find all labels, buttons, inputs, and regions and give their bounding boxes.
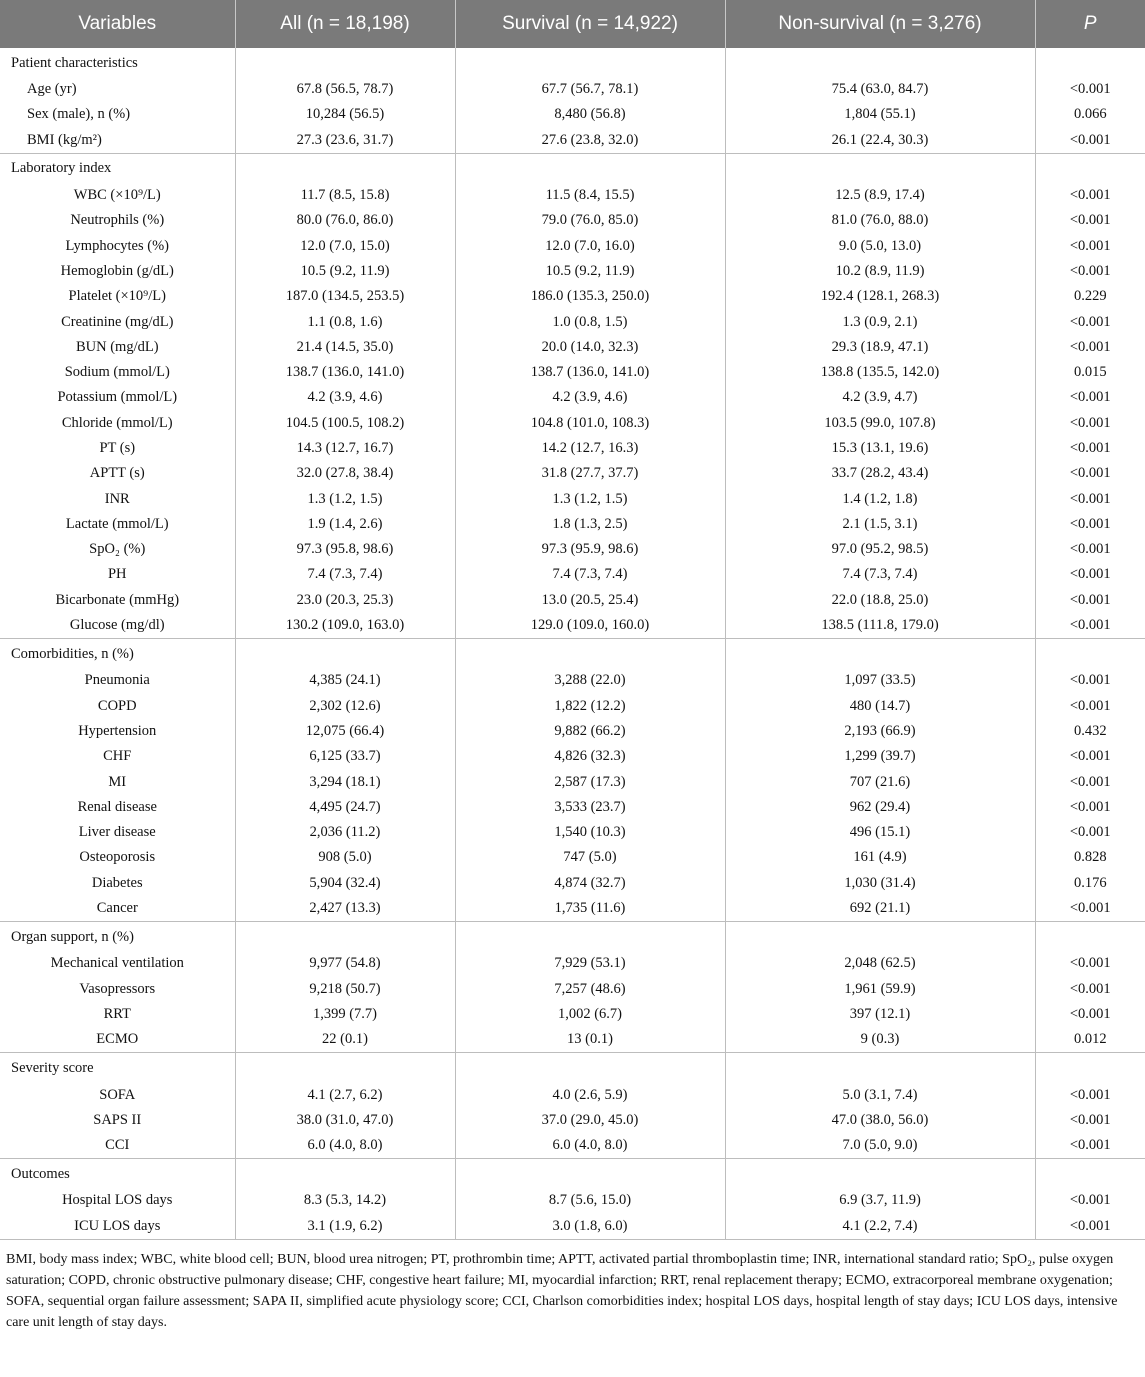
- cell-all: 4,495 (24.7): [235, 795, 455, 820]
- table-row: [0, 335, 1145, 360]
- cell-variable: Age (yr): [27, 81, 77, 98]
- cell-p: <0.001: [1035, 233, 1145, 258]
- cell-survival: 8,480 (56.8): [455, 102, 725, 127]
- cell-p: <0.001: [1035, 769, 1145, 794]
- table-row: [0, 128, 1145, 154]
- cell-all: 4,385 (24.1): [235, 668, 455, 693]
- cell-variable: Platelet (×10⁹/L): [68, 288, 166, 305]
- section-empty-cell: [1035, 1159, 1145, 1189]
- cell-all: 138.7 (136.0, 141.0): [235, 360, 455, 385]
- section-empty-cell: [725, 922, 1035, 952]
- cell-all: 3.1 (1.9, 6.2): [235, 1214, 455, 1240]
- cell-p: 0.012: [1035, 1027, 1145, 1053]
- cell-survival: 20.0 (14.0, 32.3): [455, 335, 725, 360]
- cell-survival: 747 (5.0): [455, 845, 725, 870]
- table-row: [0, 668, 1145, 693]
- section-title: Severity score: [0, 1053, 235, 1083]
- cell-nonsurvival: 2,048 (62.5): [725, 951, 1035, 976]
- cell-variable: Neutrophils (%): [70, 212, 165, 229]
- table-row: [0, 309, 1145, 334]
- cell-p: <0.001: [1035, 1002, 1145, 1027]
- header-survival: Survival (n = 14,922): [455, 0, 725, 48]
- cell-nonsurvival: 1,097 (33.5): [725, 668, 1035, 693]
- section-header-row: [0, 1159, 1145, 1189]
- cell-survival: 1,002 (6.7): [455, 1002, 725, 1027]
- cell-variable: Liver disease: [78, 824, 156, 841]
- cell-p: 0.176: [1035, 871, 1145, 896]
- cell-nonsurvival: 10.2 (8.9, 11.9): [725, 259, 1035, 284]
- section-title: Patient characteristics: [11, 54, 138, 71]
- cell-nonsurvival: 2,193 (66.9): [725, 719, 1035, 744]
- cell-all: 104.5 (100.5, 108.2): [235, 411, 455, 436]
- cell-survival: 13 (0.1): [455, 1027, 725, 1053]
- cell-p: <0.001: [1035, 951, 1145, 976]
- cell-variable: Osteoporosis: [79, 849, 156, 866]
- cell-all: 12.0 (7.0, 15.0): [235, 233, 455, 258]
- cell-variable: CCI: [105, 1137, 130, 1154]
- cell-p: <0.001: [1035, 259, 1145, 284]
- section-empty-cell: [1035, 48, 1145, 77]
- cell-nonsurvival: 4.1 (2.2, 7.4): [725, 1214, 1035, 1240]
- cell-nonsurvival: 5.0 (3.1, 7.4): [725, 1082, 1035, 1107]
- table-row: [0, 795, 1145, 820]
- cell-survival: 7,929 (53.1): [455, 951, 725, 976]
- cell-survival: 27.6 (23.8, 32.0): [455, 128, 725, 154]
- cell-variable: COPD: [97, 697, 137, 714]
- cell-variable: SOFA: [99, 1086, 136, 1103]
- cell-survival: 4,826 (32.3): [455, 744, 725, 769]
- cell-nonsurvival: 692 (21.1): [725, 896, 1035, 922]
- cell-survival: 9,882 (66.2): [455, 719, 725, 744]
- cell-p: <0.001: [1035, 613, 1145, 639]
- cell-p: <0.001: [1035, 436, 1145, 461]
- cell-nonsurvival: 81.0 (76.0, 88.0): [725, 208, 1035, 233]
- cell-survival: 4.0 (2.6, 5.9): [455, 1082, 725, 1107]
- table-row: [0, 845, 1145, 870]
- cell-all: 1.1 (0.8, 1.6): [235, 309, 455, 334]
- cell-variable: ICU LOS days: [0, 1214, 235, 1240]
- cell-nonsurvival: 29.3 (18.9, 47.1): [725, 335, 1035, 360]
- cell-survival: 3,533 (23.7): [455, 795, 725, 820]
- cell-nonsurvival: 707 (21.6): [725, 769, 1035, 794]
- table-row: [0, 977, 1145, 1002]
- cell-variable: SAPS II: [93, 1111, 142, 1128]
- cell-variable: Cancer: [96, 900, 138, 917]
- cell-all: 38.0 (31.0, 47.0): [235, 1108, 455, 1133]
- cell-p: <0.001: [1035, 411, 1145, 436]
- cell-all: 187.0 (134.5, 253.5): [235, 284, 455, 309]
- section-empty-cell: [1035, 922, 1145, 952]
- cell-all: 8.3 (5.3, 14.2): [235, 1188, 455, 1213]
- cell-p: <0.001: [1035, 694, 1145, 719]
- cell-survival: 129.0 (109.0, 160.0): [455, 613, 725, 639]
- cell-p: <0.001: [1035, 77, 1145, 102]
- cell-survival: 8.7 (5.6, 15.0): [455, 1188, 725, 1213]
- header-variables: Variables: [78, 13, 157, 34]
- cell-all: 23.0 (20.3, 25.3): [235, 588, 455, 613]
- cell-survival: 11.5 (8.4, 15.5): [455, 183, 725, 208]
- table-row: [0, 436, 1145, 461]
- cell-nonsurvival: 47.0 (38.0, 56.0): [725, 1108, 1035, 1133]
- cell-survival: 6.0 (4.0, 8.0): [455, 1133, 725, 1159]
- table-row: [0, 512, 1145, 537]
- cell-p: <0.001: [1035, 486, 1145, 511]
- section-header-row: [0, 639, 1145, 669]
- cell-all: 10.5 (9.2, 11.9): [235, 259, 455, 284]
- cell-variable: Vasopressors: [79, 980, 156, 997]
- cell-all: 12,075 (66.4): [235, 719, 455, 744]
- section-header-row: [0, 922, 1145, 952]
- section-empty-cell: [235, 922, 455, 952]
- table-row: [0, 562, 1145, 587]
- cell-nonsurvival: 103.5 (99.0, 107.8): [725, 411, 1035, 436]
- table-row: [0, 461, 1145, 486]
- cell-p: <0.001: [1035, 588, 1145, 613]
- cell-all: 2,427 (13.3): [235, 896, 455, 922]
- cell-all: 908 (5.0): [235, 845, 455, 870]
- cell-p: <0.001: [1035, 896, 1145, 922]
- cell-nonsurvival: 1,299 (39.7): [725, 744, 1035, 769]
- section-empty-cell: [235, 1053, 455, 1083]
- cell-variable: SpO₂ (%): [89, 541, 146, 558]
- cell-survival: 1.0 (0.8, 1.5): [455, 309, 725, 334]
- cell-nonsurvival: 1.4 (1.2, 1.8): [725, 486, 1035, 511]
- section-empty-cell: [1035, 153, 1145, 183]
- cell-variable: Bicarbonate (mmHg): [55, 591, 180, 608]
- cell-variable: Sodium (mmol/L): [64, 364, 170, 381]
- table-row: [0, 537, 1145, 562]
- cell-p: <0.001: [1035, 820, 1145, 845]
- cell-all: 2,036 (11.2): [235, 820, 455, 845]
- cell-p: <0.001: [1035, 128, 1145, 154]
- cell-nonsurvival: 4.2 (3.9, 4.7): [725, 385, 1035, 410]
- cell-all: 14.3 (12.7, 16.7): [235, 436, 455, 461]
- section-header-row: [0, 153, 1145, 183]
- cell-nonsurvival: 9 (0.3): [725, 1027, 1035, 1053]
- cell-variable: INR: [104, 490, 130, 507]
- cell-variable: Mechanical ventilation: [50, 955, 184, 972]
- section-empty-cell: [725, 153, 1035, 183]
- cell-all: 80.0 (76.0, 86.0): [235, 208, 455, 233]
- table-row: [0, 411, 1145, 436]
- cell-nonsurvival: 12.5 (8.9, 17.4): [725, 183, 1035, 208]
- section-title: Laboratory index: [0, 153, 235, 183]
- cell-p: 0.015: [1035, 360, 1145, 385]
- cell-all: 27.3 (23.6, 31.7): [235, 128, 455, 154]
- section-empty-cell: [235, 639, 455, 669]
- section-empty-cell: [725, 48, 1035, 77]
- cell-p: <0.001: [1035, 744, 1145, 769]
- cell-survival: 7.4 (7.3, 7.4): [455, 562, 725, 587]
- cell-variable: BMI (kg/m²): [27, 131, 102, 148]
- cell-variable: Diabetes: [91, 874, 143, 891]
- cell-survival: 67.7 (56.7, 78.1): [455, 77, 725, 102]
- cell-all: 1,399 (7.7): [235, 1002, 455, 1027]
- cell-p: <0.001: [1035, 385, 1145, 410]
- cell-p: 0.229: [1035, 284, 1145, 309]
- cell-variable: PT (s): [99, 440, 136, 456]
- cell-variable: BUN (mg/dL): [75, 338, 159, 355]
- table-row: [0, 385, 1145, 410]
- cell-all: 1.9 (1.4, 2.6): [235, 512, 455, 537]
- cell-all: 3,294 (18.1): [235, 769, 455, 794]
- table-row: [0, 259, 1145, 284]
- cell-nonsurvival: 192.4 (128.1, 268.3): [725, 284, 1035, 309]
- cell-nonsurvival: 33.7 (28.2, 43.4): [725, 461, 1035, 486]
- cell-survival: 7,257 (48.6): [455, 977, 725, 1002]
- table-row: [0, 360, 1145, 385]
- cell-nonsurvival: 26.1 (22.4, 30.3): [725, 128, 1035, 154]
- cell-all: 22 (0.1): [235, 1027, 455, 1053]
- section-header-row: [0, 1053, 1145, 1083]
- section-header-row: [0, 48, 1145, 77]
- table-row: [0, 486, 1145, 511]
- cell-all: 130.2 (109.0, 163.0): [235, 613, 455, 639]
- cell-all: 4.2 (3.9, 4.6): [235, 385, 455, 410]
- section-empty-cell: [725, 1159, 1035, 1189]
- cell-p: <0.001: [1035, 335, 1145, 360]
- table-row: [0, 284, 1145, 309]
- section-title: Outcomes: [0, 1159, 235, 1189]
- cell-p: <0.001: [1035, 461, 1145, 486]
- cell-nonsurvival: 480 (14.7): [725, 694, 1035, 719]
- section-empty-cell: [725, 1053, 1035, 1083]
- cell-nonsurvival: 496 (15.1): [725, 820, 1035, 845]
- cell-all: 9,977 (54.8): [235, 951, 455, 976]
- cell-variable: Hospital LOS days: [62, 1192, 173, 1209]
- header-all: All (n = 18,198): [235, 0, 455, 48]
- cell-p: 0.432: [1035, 719, 1145, 744]
- table-body: [0, 48, 1145, 1239]
- cell-nonsurvival: 6.9 (3.7, 11.9): [725, 1188, 1035, 1213]
- cell-variable: Renal disease: [77, 798, 157, 815]
- table-row: [0, 1027, 1145, 1053]
- cell-p: <0.001: [1035, 977, 1145, 1002]
- cell-all: 7.4 (7.3, 7.4): [235, 562, 455, 587]
- table-row: [0, 588, 1145, 613]
- cell-nonsurvival: 2.1 (1.5, 3.1): [725, 512, 1035, 537]
- cell-nonsurvival: 1.3 (0.9, 2.1): [725, 309, 1035, 334]
- cell-variable: Glucose (mg/dl): [69, 617, 165, 634]
- cell-p: <0.001: [1035, 1188, 1145, 1213]
- table-row: [0, 871, 1145, 896]
- table-row: [0, 744, 1145, 769]
- table-row: [0, 1214, 1145, 1240]
- cell-all: 67.8 (56.5, 78.7): [235, 77, 455, 102]
- cell-variable: Chloride (mmol/L): [61, 414, 173, 431]
- table-row: [0, 77, 1145, 102]
- cell-nonsurvival: 75.4 (63.0, 84.7): [725, 77, 1035, 102]
- header-p: P: [1035, 0, 1145, 48]
- table-row: [0, 719, 1145, 744]
- cell-variable: Hypertension: [78, 722, 157, 739]
- section-empty-cell: [455, 1159, 725, 1189]
- cell-variable: Potassium (mmol/L): [57, 389, 178, 406]
- table-row: [0, 1133, 1145, 1159]
- cell-survival: 79.0 (76.0, 85.0): [455, 208, 725, 233]
- cell-survival: 37.0 (29.0, 45.0): [455, 1108, 725, 1133]
- cell-survival: 4,874 (32.7): [455, 871, 725, 896]
- cell-p: <0.001: [1035, 1214, 1145, 1240]
- cell-survival: 13.0 (20.5, 25.4): [455, 588, 725, 613]
- table-row: [0, 1002, 1145, 1027]
- cell-survival: 10.5 (9.2, 11.9): [455, 259, 725, 284]
- cell-nonsurvival: 9.0 (5.0, 13.0): [725, 233, 1035, 258]
- cell-nonsurvival: 22.0 (18.8, 25.0): [725, 588, 1035, 613]
- cell-variable: APTT (s): [89, 465, 145, 482]
- table-row: [0, 208, 1145, 233]
- cell-survival: 31.8 (27.7, 37.7): [455, 461, 725, 486]
- cell-all: 10,284 (56.5): [235, 102, 455, 127]
- cell-nonsurvival: 15.3 (13.1, 19.6): [725, 436, 1035, 461]
- cell-all: 32.0 (27.8, 38.4): [235, 461, 455, 486]
- section-empty-cell: [725, 639, 1035, 669]
- cell-variable: Pneumonia: [84, 672, 150, 689]
- cell-all: 2,302 (12.6): [235, 694, 455, 719]
- section-empty-cell: [455, 1053, 725, 1083]
- cell-nonsurvival: 1,961 (59.9): [725, 977, 1035, 1002]
- cell-nonsurvival: 1,030 (31.4): [725, 871, 1035, 896]
- cell-p: <0.001: [1035, 562, 1145, 587]
- cell-variable: Lactate (mmol/L): [65, 515, 169, 532]
- cell-variable: PH: [107, 566, 127, 583]
- cell-nonsurvival: 397 (12.1): [725, 1002, 1035, 1027]
- section-empty-cell: [455, 922, 725, 952]
- cell-p: <0.001: [1035, 208, 1145, 233]
- section-empty-cell: [235, 153, 455, 183]
- cell-survival: 3,288 (22.0): [455, 668, 725, 693]
- cell-p: <0.001: [1035, 537, 1145, 562]
- cell-survival: 14.2 (12.7, 16.3): [455, 436, 725, 461]
- cell-p: 0.066: [1035, 102, 1145, 127]
- cell-nonsurvival: 7.0 (5.0, 9.0): [725, 1133, 1035, 1159]
- section-empty-cell: [455, 48, 725, 77]
- table-row: [0, 951, 1145, 976]
- table-header: [0, 0, 1145, 48]
- cell-p: <0.001: [1035, 309, 1145, 334]
- cell-variable: Lymphocytes (%): [65, 237, 169, 254]
- table-row: [0, 769, 1145, 794]
- cell-all: 5,904 (32.4): [235, 871, 455, 896]
- section-empty-cell: [455, 639, 725, 669]
- cell-p: <0.001: [1035, 183, 1145, 208]
- table-row: [0, 694, 1145, 719]
- header-nonsurvival: Non-survival (n = 3,276): [725, 0, 1035, 48]
- cell-p: 0.828: [1035, 845, 1145, 870]
- section-title: Organ support, n (%): [0, 922, 235, 952]
- cell-all: 97.3 (95.8, 98.6): [235, 537, 455, 562]
- section-empty-cell: [1035, 639, 1145, 669]
- cell-nonsurvival: 161 (4.9): [725, 845, 1035, 870]
- section-empty-cell: [455, 153, 725, 183]
- table-row: [0, 896, 1145, 922]
- cell-survival: 4.2 (3.9, 4.6): [455, 385, 725, 410]
- cell-survival: 1,540 (10.3): [455, 820, 725, 845]
- table-row: [0, 613, 1145, 639]
- table-row: [0, 1108, 1145, 1133]
- cell-p: <0.001: [1035, 668, 1145, 693]
- table-row: [0, 1082, 1145, 1107]
- cell-all: 21.4 (14.5, 35.0): [235, 335, 455, 360]
- cell-p: <0.001: [1035, 1082, 1145, 1107]
- cell-survival: 1.8 (1.3, 2.5): [455, 512, 725, 537]
- table-row: [0, 233, 1145, 258]
- cell-all: 4.1 (2.7, 6.2): [235, 1082, 455, 1107]
- cell-variable: MI: [108, 773, 127, 790]
- cell-survival: 1,822 (12.2): [455, 694, 725, 719]
- cell-p: <0.001: [1035, 795, 1145, 820]
- table-row: [0, 183, 1145, 208]
- cell-survival: 97.3 (95.9, 98.6): [455, 537, 725, 562]
- table-footnote: BMI, body mass index; WBC, white blood cell; BUN, blood urea nitrogen; PT, prothrombin time; APTT, activated partial thromboplastin time; INR, international standard ratio; SpO₂, pulse oxygen saturation; COPD, chronic obstructive pulmonary disease; CHF, congestive heart failure; MI, myocardial infarction; RRT, renal replacement therapy; ECMO, extracorporeal membrane oxygenation; SOFA, sequential organ failure assessment; SAPA II, simplified acute physiology score; CCI, Charlson comorbidities index; hospital LOS days, hospital length of stay days; ICU LOS days, intensive care unit length of stay days.: [6, 1251, 1118, 1330]
- cell-all: 1.3 (1.2, 1.5): [235, 486, 455, 511]
- table-row: [0, 102, 1145, 127]
- cell-nonsurvival: 138.8 (135.5, 142.0): [725, 360, 1035, 385]
- cell-survival: 12.0 (7.0, 16.0): [455, 233, 725, 258]
- cell-survival: 104.8 (101.0, 108.3): [455, 411, 725, 436]
- cell-survival: 186.0 (135.3, 250.0): [455, 284, 725, 309]
- section-empty-cell: [1035, 1053, 1145, 1083]
- section-empty-cell: [235, 48, 455, 77]
- cell-nonsurvival: 1,804 (55.1): [725, 102, 1035, 127]
- cell-survival: 138.7 (136.0, 141.0): [455, 360, 725, 385]
- cell-survival: 3.0 (1.8, 6.0): [455, 1214, 725, 1240]
- cell-variable: ECMO: [96, 1031, 139, 1048]
- table-row: [0, 1188, 1145, 1213]
- cell-p: <0.001: [1035, 1108, 1145, 1133]
- cell-nonsurvival: 97.0 (95.2, 98.5): [725, 537, 1035, 562]
- cell-all: 9,218 (50.7): [235, 977, 455, 1002]
- cell-nonsurvival: 962 (29.4): [725, 795, 1035, 820]
- section-title: Comorbidities, n (%): [0, 639, 235, 669]
- cell-variable: WBC (×10⁹/L): [73, 187, 161, 204]
- cell-all: 11.7 (8.5, 15.8): [235, 183, 455, 208]
- cell-survival: 1.3 (1.2, 1.5): [455, 486, 725, 511]
- cell-variable: Hemoglobin (g/dL): [60, 262, 174, 279]
- header-row: [0, 0, 1145, 48]
- cell-all: 6.0 (4.0, 8.0): [235, 1133, 455, 1159]
- cell-nonsurvival: 7.4 (7.3, 7.4): [725, 562, 1035, 587]
- cell-survival: 2,587 (17.3): [455, 769, 725, 794]
- cell-p: <0.001: [1035, 512, 1145, 537]
- table-row: [0, 820, 1145, 845]
- cell-nonsurvival: 138.5 (111.8, 179.0): [725, 613, 1035, 639]
- cell-survival: 1,735 (11.6): [455, 896, 725, 922]
- cell-p: <0.001: [1035, 1133, 1145, 1159]
- cell-variable: CHF: [103, 748, 132, 765]
- cell-all: 6,125 (33.7): [235, 744, 455, 769]
- section-empty-cell: [235, 1159, 455, 1189]
- cell-variable: Sex (male), n (%): [27, 106, 131, 123]
- cell-variable: RRT: [103, 1005, 131, 1022]
- cell-variable: Creatinine (mg/dL): [61, 313, 174, 330]
